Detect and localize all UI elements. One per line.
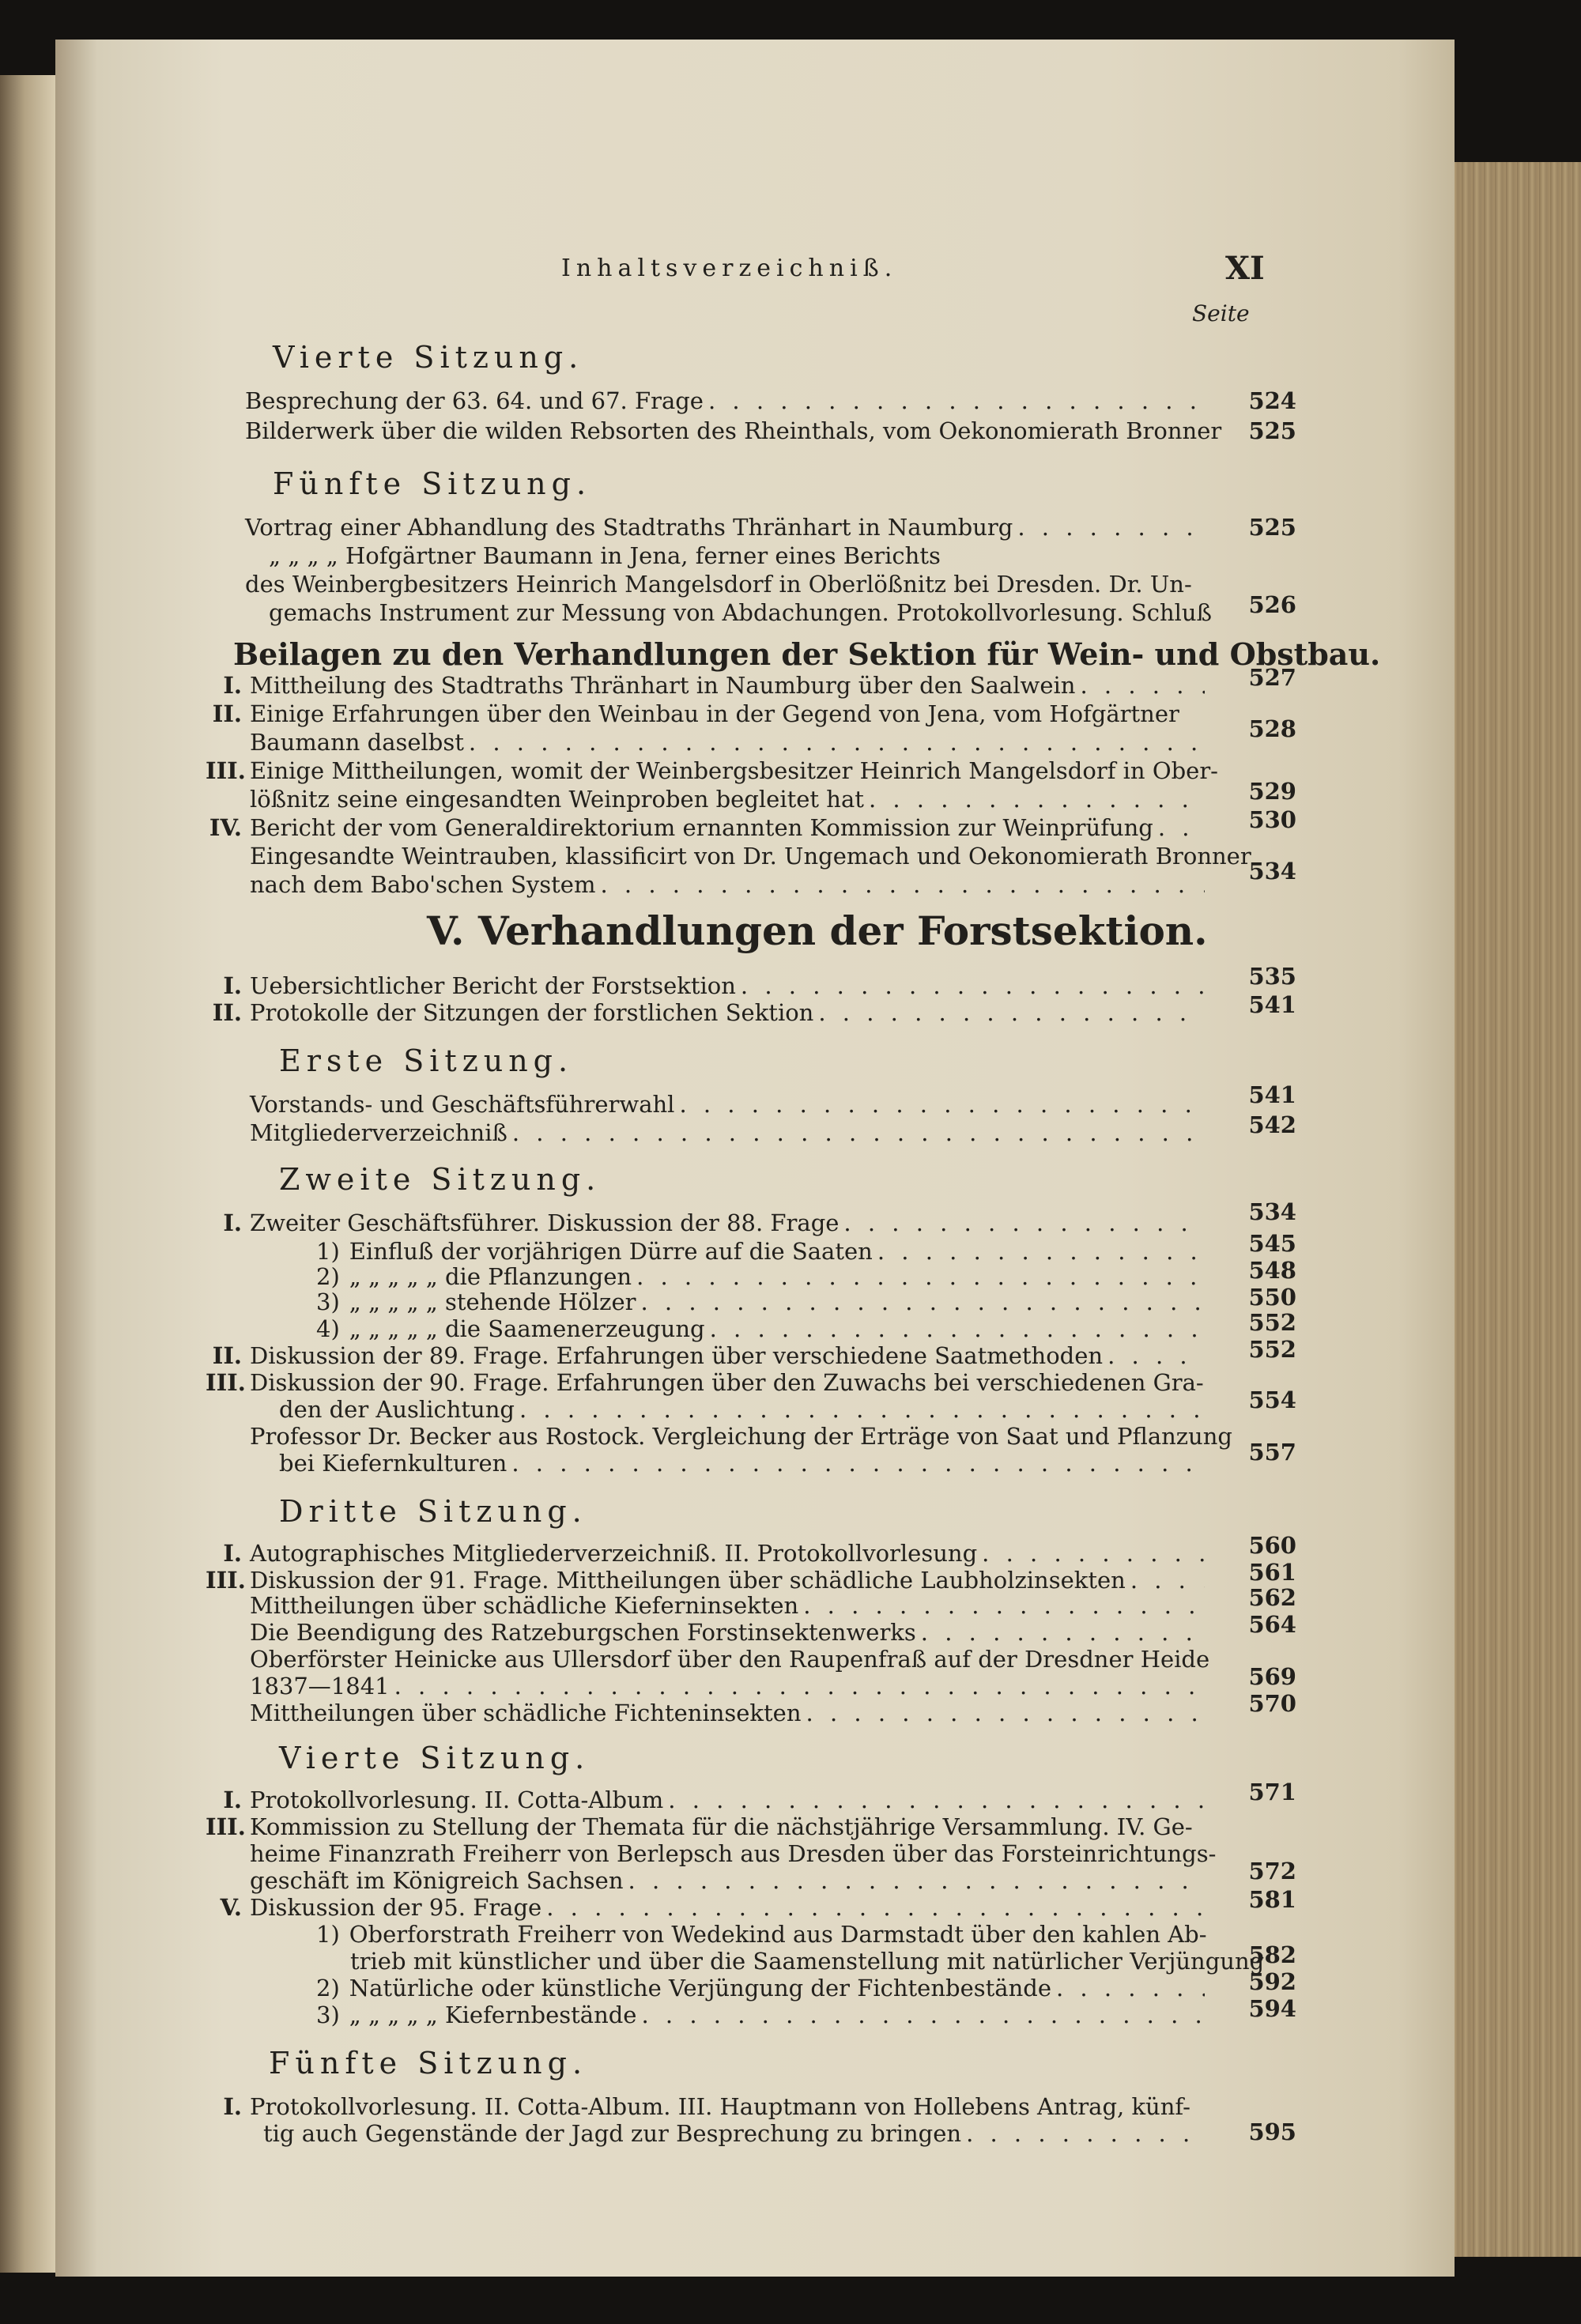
toc-entry-subnumber: 1) (316, 1238, 340, 1265)
toc-entry (245, 514, 1209, 541)
toc-page-number: 541 (1248, 1081, 1296, 1108)
toc-entry (316, 1921, 1209, 1948)
toc-entry-text: Mitgliederverzeichniß (250, 1119, 508, 1146)
toc-entry (245, 387, 1209, 414)
toc-entry (250, 1091, 1209, 1118)
toc-entry-text: Mittheilungen über schädliche Fichteninsekten (250, 1700, 802, 1726)
toc-page-number: 564 (1248, 1611, 1296, 1638)
toc-entry (350, 1948, 1265, 1975)
toc-entry-mark: I. (223, 2093, 242, 2120)
section-heading: Fünfte Sitzung. (273, 466, 592, 501)
toc-page-number: 592 (1248, 1968, 1296, 1995)
toc-entry (206, 1786, 1209, 1813)
toc-entry-subnumber: 2) (316, 1975, 340, 2001)
toc-page-number: 552 (1248, 1309, 1296, 1336)
toc-entry (316, 1975, 1209, 2001)
toc-entry-mark: I. (223, 672, 242, 699)
toc-entry (250, 1619, 1209, 1646)
toc-entry-text: Vorstands- und Geschäftsführerwahl (250, 1091, 675, 1118)
toc-page-number: 582 (1248, 1941, 1296, 1968)
toc-entry-text: Einige Mittheilungen, womit der Weinbergsbesitzer Heinrich Mangelsdorf in Ober- (250, 757, 1218, 784)
toc-entry-text: Protokolle der Sitzungen der forstlichen Sektion (250, 999, 814, 1026)
toc-page-number: 530 (1248, 806, 1296, 833)
toc-entry (206, 757, 1218, 784)
toc-page-number: 541 (1248, 991, 1296, 1018)
toc-entry-text: des Weinbergbesitzers Heinrich Mangelsdorf in Oberlößnitz bei Dresden. Dr. Un- (245, 571, 1192, 598)
toc-page-number: 534 (1248, 858, 1296, 885)
left-page-edge (0, 75, 55, 2273)
toc-page-number: 572 (1248, 1858, 1296, 1884)
toc-page-number: 528 (1248, 715, 1296, 742)
toc-entry (250, 871, 1209, 898)
toc-entry-subnumber: 3) (316, 2001, 340, 2028)
toc-entry (245, 417, 1222, 444)
toc-entry (269, 542, 1209, 569)
toc-entry-text: Zweiter Geschäftsführer. Diskussion der 88. Frage (250, 1209, 840, 1236)
toc-entry-text: Natürliche oder künstliche Verjüngung der Fichtenbestände (349, 1975, 1051, 2001)
toc-entry-text: heime Finanzrath Freiherr von Berlepsch aus Dresden über das Forsteinrichtungs- (250, 1840, 1217, 1867)
toc-entry-text: bei Kiefernkulturen (279, 1450, 508, 1477)
toc-entry (206, 1369, 1209, 1396)
toc-page-number: 534 (1248, 1198, 1296, 1225)
toc-entry (250, 1119, 1209, 1146)
toc-entry (206, 972, 1209, 999)
toc-entry-mark: II. (212, 999, 242, 1026)
toc-entry-text: den der Auslichtung (279, 1396, 515, 1423)
toc-entry-subnumber: 2) (316, 1263, 340, 1290)
page-column-label: Seite (1192, 300, 1250, 326)
toc-entry-text: „ „ „ „ „ stehende Hölzer (349, 1288, 636, 1315)
toc-entry (206, 1342, 1209, 1369)
toc-entry-text: „ „ „ „ „ die Saamenerzeugung (349, 1315, 705, 1342)
toc-entry-mark: IV. (209, 814, 242, 841)
toc-page-number: 562 (1248, 1584, 1296, 1611)
toc-entry (250, 786, 1209, 813)
toc-page-number: 561 (1248, 1559, 1296, 1586)
toc-entry-text: Vortrag einer Abhandlung des Stadtraths Thränhart in Naumburg (245, 514, 1013, 541)
toc-entry-mark: I. (223, 1786, 242, 1813)
toc-entry-text: Eingesandte Weintrauben, klassificirt von Dr. Ungemach und Oekonomierath Bronner (250, 843, 1251, 870)
toc-entry (206, 1894, 1209, 1921)
toc-entry (316, 1263, 1209, 1290)
toc-entry-text: Diskussion der 95. Frage (250, 1894, 542, 1921)
toc-entry-text: Besprechung der 63. 64. und 67. Frage (245, 387, 704, 414)
toc-entry-text: Baumann daselbst (250, 729, 464, 756)
toc-entry-text: Bericht der vom Generaldirektorium ernannten Kommission zur Weinprüfung (250, 814, 1153, 841)
toc-entry-text: geschäft im Königreich Sachsen (250, 1867, 624, 1894)
toc-entry-mark: I. (223, 1540, 242, 1567)
toc-page-number: 529 (1248, 778, 1296, 805)
toc-entry-text: Kommission zu Stellung der Themata für die nächstjährige Versammlung. IV. Ge- (250, 1813, 1193, 1840)
toc-entry-text: trieb mit künstlicher und über die Saamenstellung mit natürlicher Verjüngung (350, 1948, 1265, 1975)
toc-entry-text: „ „ „ „ „ die Pflanzungen (349, 1263, 632, 1290)
section-heading: Fünfte Sitzung. (269, 2046, 588, 2081)
toc-entry (250, 1592, 1209, 1619)
toc-entry-text: Protokollvorlesung. II. Cotta-Album. III. Hauptmann von Hollebens Antrag, künf- (250, 2093, 1190, 2120)
toc-page-number: 581 (1248, 1886, 1296, 1913)
toc-entry-mark: III. (206, 1369, 246, 1396)
toc-entry-subnumber: 3) (316, 1288, 340, 1315)
toc-page-number: 525 (1248, 417, 1296, 444)
toc-entry-text: Diskussion der 89. Frage. Erfahrungen über verschiedene Saatmethoden (250, 1342, 1104, 1369)
toc-entry-text: „ „ „ „ „ Kiefernbestände (349, 2001, 637, 2028)
toc-page-number: 554 (1248, 1386, 1296, 1413)
section-heading: Vierte Sitzung. (279, 1741, 591, 1775)
toc-entry (250, 1867, 1209, 1894)
toc-entry (316, 1288, 1209, 1315)
toc-entry-text: Uebersichtlicher Bericht der Forstsektion (250, 972, 736, 999)
toc-entry-mark: III. (206, 1567, 246, 1594)
section-heading: Vierte Sitzung. (273, 340, 584, 375)
toc-entry-mark: III. (206, 757, 246, 784)
toc-page-number: 569 (1248, 1663, 1296, 1690)
toc-page-number: 542 (1248, 1111, 1296, 1138)
toc-page-number: 571 (1248, 1779, 1296, 1805)
toc-entry (250, 1646, 1209, 1673)
toc-entry-text: Mittheilungen über schädliche Kieferninsekten (250, 1592, 799, 1619)
toc-entry-mark: V. (220, 1894, 242, 1921)
table-of-contents (55, 40, 1455, 2277)
toc-page-number: 552 (1248, 1336, 1296, 1363)
toc-entry-text: nach dem Babo'schen System (250, 871, 596, 898)
toc-page-number: 548 (1248, 1257, 1296, 1284)
book-block-edge (1451, 162, 1581, 2257)
section-heading: Dritte Sitzung. (279, 1494, 587, 1529)
toc-entry (206, 672, 1209, 699)
toc-entry-text: Oberförster Heinicke aus Ullersdorf über den Raupenfraß auf der Dresdner Heide (250, 1646, 1210, 1673)
toc-page-number: 557 (1248, 1439, 1296, 1466)
toc-page-number: 560 (1248, 1532, 1296, 1559)
toc-entry-text: Professor Dr. Becker aus Rostock. Vergleichung der Erträge von Saat und Pflanzung (250, 1423, 1232, 1450)
toc-entry-text: Autographisches Mitgliederverzeichniß. II. Protokollvorlesung (250, 1540, 978, 1567)
toc-entry-text: Bilderwerk über die wilden Rebsorten des Rheinthals, vom Oekonomierath Bronner (245, 417, 1222, 444)
running-title: Inhaltsverzeichniß. (561, 255, 898, 282)
toc-entry (316, 2001, 1209, 2028)
toc-entry (263, 2120, 1209, 2147)
toc-page-number: 535 (1248, 963, 1296, 990)
toc-page-number: 570 (1248, 1690, 1296, 1717)
toc-entry (250, 729, 1209, 756)
toc-entry (250, 1673, 1209, 1700)
book-page (55, 40, 1455, 2277)
toc-entry (206, 2093, 1209, 2120)
toc-page-number: 550 (1248, 1284, 1296, 1311)
toc-entry (250, 843, 1251, 870)
toc-page-number: 524 (1248, 387, 1296, 414)
toc-entry (206, 1567, 1209, 1594)
toc-entry-subnumber: 1) (316, 1921, 340, 1948)
toc-entry-mark: I. (223, 1209, 242, 1236)
toc-page-number: 525 (1248, 514, 1296, 541)
toc-entry-text: „ „ „ „ Hofgärtner Baumann in Jena, ferner eines Berichts (269, 542, 941, 569)
toc-entry (206, 1209, 1209, 1236)
toc-page-number: 545 (1248, 1230, 1296, 1257)
toc-entry-mark: III. (206, 1813, 246, 1840)
toc-entry-mark: I. (223, 972, 242, 999)
section-heading: Erste Sitzung. (279, 1043, 574, 1078)
toc-entry (250, 1700, 1209, 1726)
toc-page-number: 526 (1248, 591, 1296, 618)
toc-entry (250, 1423, 1232, 1450)
toc-entry (245, 571, 1209, 598)
toc-entry-mark: II. (212, 700, 242, 727)
toc-entry-mark: II. (212, 1342, 242, 1369)
toc-page-number: 595 (1248, 2118, 1296, 2145)
toc-entry-text: Einfluß der vorjährigen Dürre auf die Saaten (349, 1238, 873, 1265)
toc-entry-text: tig auch Gegenstände der Jagd zur Besprechung zu bringen (263, 2120, 962, 2147)
toc-entry (206, 999, 1209, 1026)
toc-entry-text: lößnitz seine eingesandten Weinproben begleitet hat (250, 786, 864, 813)
toc-entry-text: Protokollvorlesung. II. Cotta-Album (250, 1786, 664, 1813)
toc-entry (279, 1450, 1209, 1477)
toc-entry (250, 1840, 1217, 1867)
toc-entry (206, 1540, 1209, 1567)
toc-entry-text: Einige Erfahrungen über den Weinbau in der Gegend von Jena, vom Hofgärtner (250, 700, 1179, 727)
toc-entry (206, 700, 1209, 727)
toc-page-number: 527 (1248, 664, 1296, 691)
part-title: V. Verhandlungen der Forstsektion. (427, 907, 1208, 954)
toc-entry (269, 599, 1212, 626)
page-number: XI (1225, 250, 1265, 287)
toc-entry-text: Oberforstrath Freiherr von Wedekind aus Darmstadt über den kahlen Ab- (349, 1921, 1207, 1948)
toc-entry-text: 1837—1841 (250, 1673, 390, 1700)
toc-entry (316, 1238, 1209, 1265)
toc-entry-text: Die Beendigung des Ratzeburgschen Forstinsektenwerks (250, 1619, 916, 1646)
toc-entry-text: gemachs Instrument zur Messung von Abdachungen. Protokollvorlesung. Schluß (269, 599, 1212, 626)
toc-entry (206, 1813, 1209, 1840)
toc-entry-text: Mittheilung des Stadtraths Thränhart in Naumburg über den Saalwein (250, 672, 1076, 699)
toc-entry (279, 1396, 1209, 1423)
toc-entry (206, 814, 1209, 841)
toc-entry (316, 1315, 1209, 1342)
toc-entry-text: Diskussion der 90. Frage. Erfahrungen über den Zuwachs bei verschiedenen Gra- (250, 1369, 1204, 1396)
supplement-title: Beilagen zu den Verhandlungen der Sektion für Wein- und Obstbau. (233, 636, 1381, 672)
toc-page-number: 594 (1248, 1995, 1296, 2022)
toc-entry-subnumber: 4) (316, 1315, 340, 1342)
section-heading: Zweite Sitzung. (279, 1162, 602, 1197)
toc-entry-text: Diskussion der 91. Frage. Mittheilungen über schädliche Laubholzinsekten (250, 1567, 1126, 1594)
